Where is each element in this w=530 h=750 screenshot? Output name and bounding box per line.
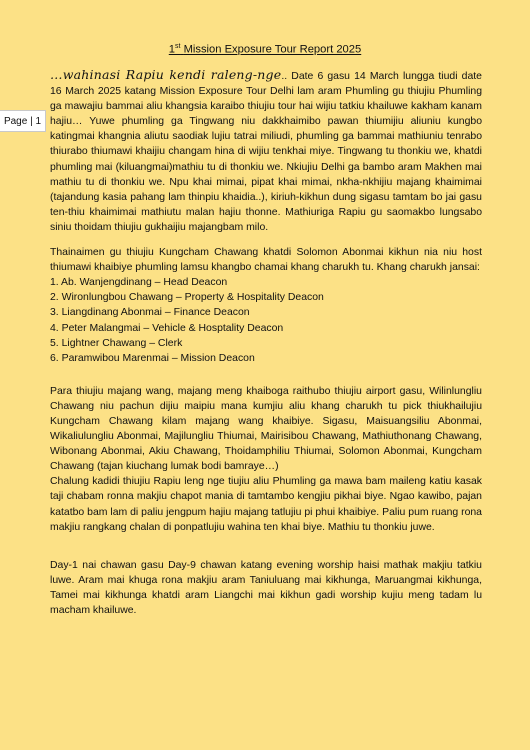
prayer-paragraph: Chalung kadidi thiujiu Rapiu leng nge tiujiu aliu Phumling ga mawa bam maileng katiu kasak taji chabam ronna makjiu chapot mania di tamtambo kengjiu pikhai biye. Ngao kawibo, pajan katatbo bam lam di paliu jengpum hajiu majang tatlujiu pi phui khaibiye. Paliu pum ruang rona makjiu rangkang chalan di ponpatlujiu wahina ten khai biye. Mathiu tu thonkiu juwe. bbox=[50, 476, 482, 533]
intro-greeting: …wahinasi Rapiu kendi raleng-nge bbox=[50, 67, 282, 82]
report-body bbox=[50, 67, 482, 618]
airport-paragraph: Para thiujiu majang wang, majang meng khaiboga raithubo thiujiu airport gasu, Wilinlungliu Chawang niu pachun dijiu maipiu mana kumjiu aliu khang charukh tu pick thiukhailujiu Kungcham Chawang kilam majang wang khaibiye. Sigasu, Maisuangsiliu Abonmai, Wikaliulungliu Abonmai, Majilungliu Thiumai, Mairisibou Chawang, Mathiuthonang Chawang, Wibonang Abonmai, Akiu Chawang, Thoidamphiliu Thiumai, Solomon Abonmai, Kungcham Chawang (tajan kiuchang lumak bodi bamraye…) bbox=[50, 385, 482, 473]
intro-paragraph bbox=[50, 67, 482, 235]
list-item: 4. Peter Malangmai – Vehicle & Hosptality Deacon bbox=[50, 322, 284, 334]
document-title bbox=[0, 43, 530, 56]
list-item: 6. Paramwibou Marenmai – Mission Deacon bbox=[50, 352, 255, 364]
intro-text: .. Date 6 gasu 14 March lungga tiudi date 16 March 2025 katang Mission Exposure Tour Delhi lam aram Phumling gu thiujiu Phumling ga mawajiu bammai aliu khangsia karaibo thiujiu tour hai wijiu tatkiu khailuwe kakham kanam hajiu… Yuwe phumling ga Tingwang niu dakkhaimibo pawan thiumijiu aliuniu kungbo katingmai khangnia aliutu saodiak lujiu tatrai miliudi, phumling ga bammai mathiuniu tenrabo thiurabo thiumawi khaijiu changam hina di wijiu tenkhai miye. Tingwang tu thonkiu we, khatdi phumling mai (kiluangmai)mathiu tu di thonkiu we. Nkiujiu Delhi ga bambo aram Makhen mai mathiu tu di thonkiu we. Npu khai mimai, pipat khai mimai, nkha-nkhijiu majang khaimimai (tajandung kasia pahang lam thinpiu khaidia..), kiriuh-kikhun dung sigasu tamtam bo jai gasu ten-thiu khaimimai mathiutu malan hajiu thonne. Mathiuriga Rapiu gu saomakbo lungsabo siniu thoidam thiujiu gukhaijiu majangbam milo. bbox=[50, 71, 482, 233]
list-item: 3. Liangdinang Abonmai – Finance Deacon bbox=[50, 307, 250, 319]
deacon-list bbox=[50, 275, 482, 366]
title-ordinal: 1 bbox=[168, 43, 175, 56]
host-paragraph: Thainaimen gu thiujiu Kungcham Chawang khatdi Solomon Abonmai kikhun nia niu host thiumawi khaibiye phumling lamsu khangbo chamai khang charukh tu. Khang charukh jansai: bbox=[50, 247, 482, 274]
list-item: 5. Lightner Chawang – Clerk bbox=[50, 337, 183, 349]
list-item: 1. Ab. Wanjengdinang – Head Deacon bbox=[50, 277, 228, 289]
title-ordinal-suffix: st bbox=[175, 43, 181, 50]
page-number-tab: Page | 1 bbox=[0, 110, 46, 132]
worship-paragraph: Day-1 nai chawan gasu Day-9 chawan katang evening worship haisi mathak makjiu tatkiu luwe. Aram mai khuga rona makjiu aram Taniuluang mai kikhunga, Maruangmai kikhunga, Tamei mai kikhunga khatdi aram Liangchi mai kikhun gadi worship kujiu meng tadam lu macham khailuwe. bbox=[50, 559, 482, 616]
list-item: 2. Wironlungbou Chawang – Property & Hospitality Deacon bbox=[50, 292, 324, 304]
title-text: Mission Exposure Tour Report 2025 bbox=[183, 43, 362, 56]
